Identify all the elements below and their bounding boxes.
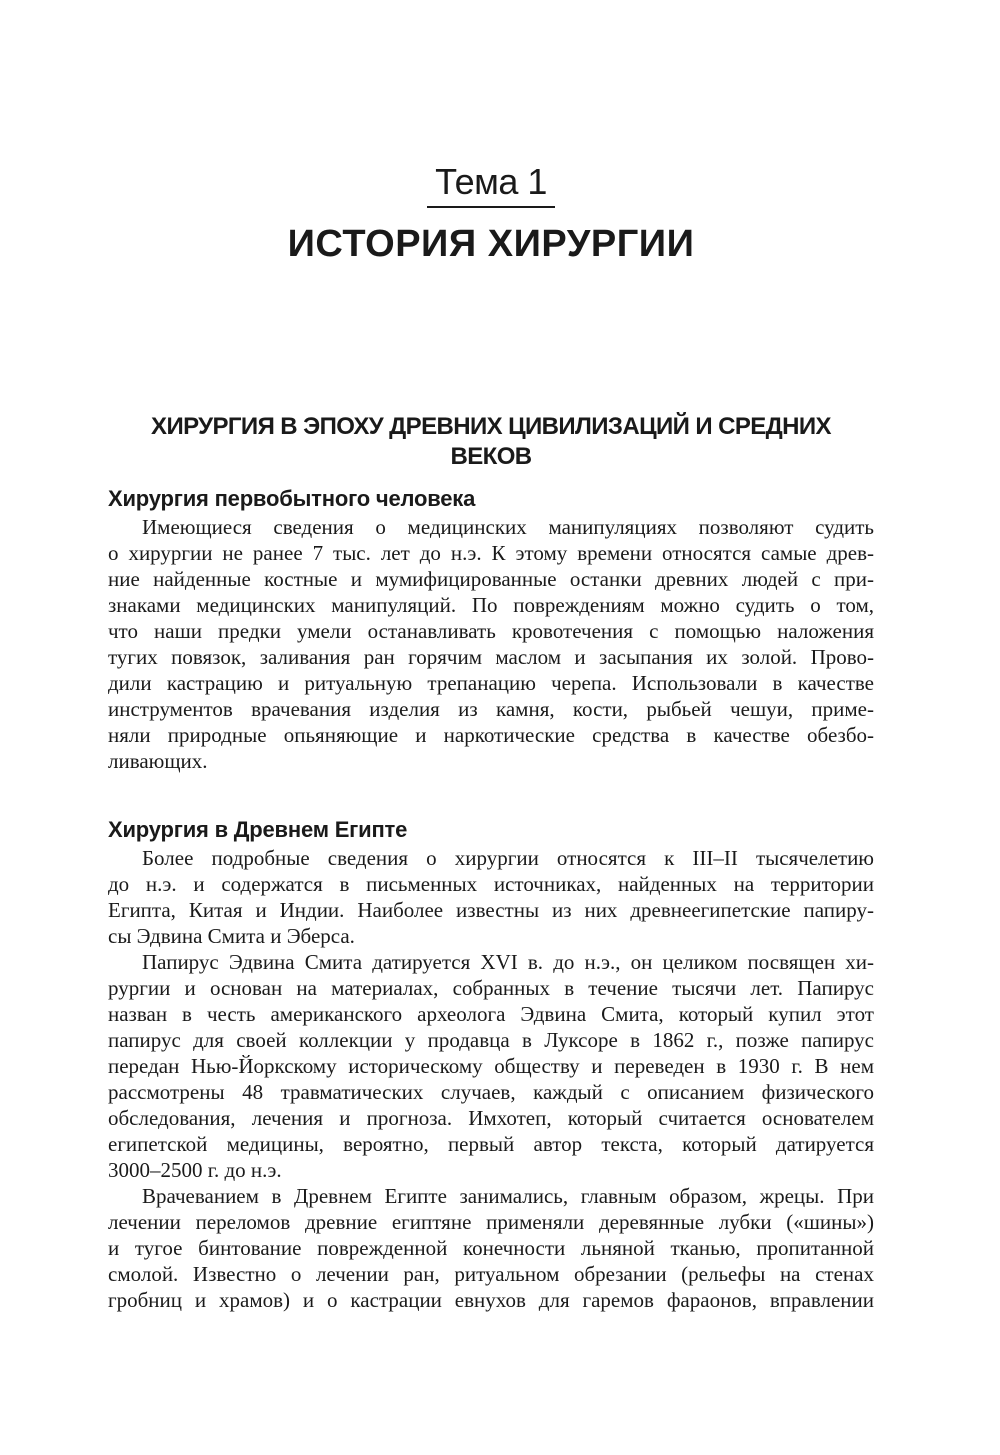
paragraph (108, 1183, 874, 1313)
text-line: Имеющиеся сведения о медицинских манипуляциях позволяют судить (142, 515, 874, 539)
text-line: смолой. Известно о лечении ран, ритуальном обрезании (рельефы на стенах (108, 1262, 874, 1286)
paragraph (108, 949, 874, 1183)
section-title: ХИРУРГИЯ В ЭПОХУ ДРЕВНИХ ЦИВИЛИЗАЦИЙ И СРЕДНИХ ВЕКОВ (151, 413, 831, 470)
text-line: тугих повязок, заливания ран горячим маслом и засыпания их золой. Прово- (108, 645, 874, 669)
text-line: Папирус Эдвина Смита датируется XVI в. до н.э., он целиком посвящен хи- (142, 950, 874, 974)
text-line: Более подробные сведения о хирургии относятся к III–II тысячелетию (142, 846, 874, 870)
chapter-title: ИСТОРИЯ ХИРУРГИИ (287, 223, 695, 265)
paragraph (108, 845, 874, 949)
chapter-header (108, 162, 874, 266)
text-line: папирус для своей коллекции у продавца в Луксоре в 1862 г., позже папирус (108, 1028, 874, 1052)
text-line: дили кастрацию и ритуальную трепанацию черепа. Использовали в качестве (108, 671, 874, 695)
text-line: гробниц и храмов) и о кастрации евнухов для гаремов фараонов, вправлении (108, 1288, 874, 1312)
text-line: сы Эдвина Смита и Эберса. (108, 924, 355, 948)
text-line: рургии и основан на материалах, собранных в течение тысячи лет. Папирус (108, 976, 874, 1000)
subsection-ancient-egypt (108, 815, 874, 1313)
text-line: о хирургии не ранее 7 тыс. лет до н.э. К этому времени относятся самые древ- (108, 541, 874, 565)
subsection-body (108, 514, 874, 774)
text-line: лечении переломов древние египтяне применяли деревянные лубки («шины») (108, 1210, 874, 1234)
text-line: обследования, лечения и прогноза. Имхотеп, который считается основателем (108, 1106, 874, 1130)
text-line: назван в честь американского археолога Эдвина Смита, который купил этот (108, 1002, 874, 1026)
text-line: знаками медицинских манипуляций. По повреждениям можно судить о том, (108, 593, 874, 617)
text-line: няли природные опьяняющие и наркотические средства в качестве обезбо- (108, 723, 874, 747)
text-line: ливающих. (108, 749, 208, 773)
subsection-primitive-surgery (108, 484, 874, 774)
text-line: инструментов врачевания изделия из камня, кости, рыбьей чешуи, приме- (108, 697, 874, 721)
text-line: Врачеванием в Древнем Египте занимались, главным образом, жрецы. При (142, 1184, 874, 1208)
text-line: ние найденные костные и мумифицированные останки древних людей с при- (108, 567, 874, 591)
text-line: что наши предки умели останавливать кровотечения с помощью наложения (108, 619, 874, 643)
text-line: и тугое бинтование поврежденной конечности льняной тканью, пропитанной (108, 1236, 874, 1260)
subsection-heading: Хирургия в Древнем Египте (108, 817, 408, 842)
paragraph (108, 514, 874, 774)
topic-label: Тема 1 (427, 162, 555, 208)
subsection-heading: Хирургия первобытного человека (108, 486, 476, 511)
text-line: рассмотрены 48 травматических случаев, каждый с описанием физического (108, 1080, 874, 1104)
text-line: передан Нью-Йоркскому историческому обществу и переведен в 1930 г. В нем (108, 1054, 874, 1078)
text-line: Египта, Китая и Индии. Наиболее известны из них древнеегипетские папиру- (108, 898, 874, 922)
text-line: 3000–2500 г. до н.э. (108, 1158, 282, 1182)
text-line: до н.э. и содержатся в письменных источниках, найденных на территории (108, 872, 874, 896)
subsection-body (108, 845, 874, 1313)
text-line: египетской медицины, вероятно, первый автор текста, который датируется (108, 1132, 874, 1156)
